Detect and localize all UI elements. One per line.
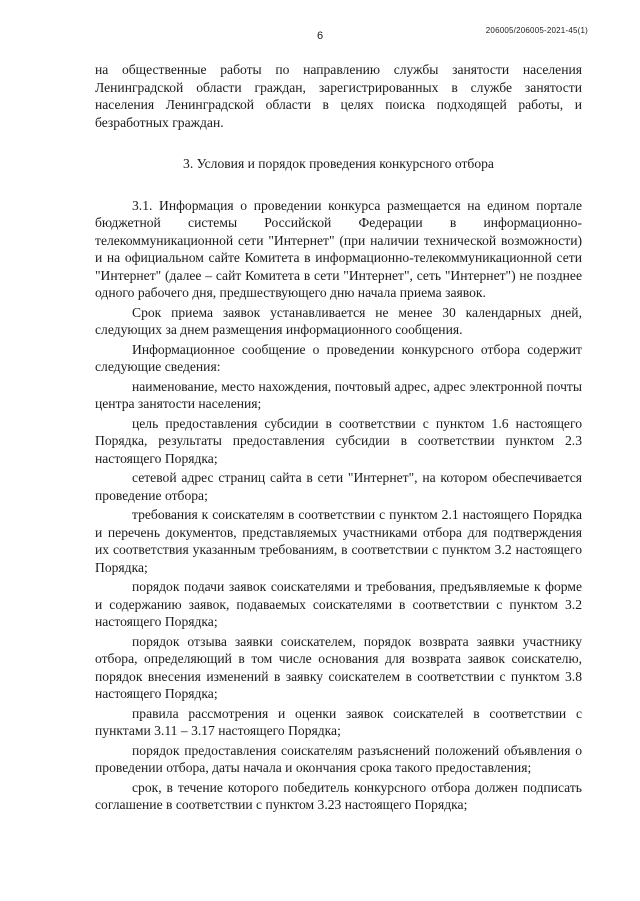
document-code: 206005/206005-2021-45(1) [485, 26, 588, 35]
list-item: наименование, место нахождения, почтовый адрес, адрес электронной почты центра занятости населения; [95, 378, 582, 411]
list-item: порядок подачи заявок соискателями и требования, предъявляемые к форме и содержанию заявок, подаваемых соискателями в соответствии с пунктом 3.2 настоящего Порядка; [95, 579, 582, 629]
paragraph: Информационное сообщение о проведении конкурсного отбора содержит следующие сведения: [95, 341, 582, 374]
section-heading: 3. Условия и порядок проведения конкурсного отбора [183, 156, 494, 171]
paragraph: Срок приема заявок устанавливается не менее 30 календарных дней, следующих за днем размещения информационного сообщения. [95, 304, 582, 337]
paragraph: 3.1. Информация о проведении конкурса размещается на едином портале бюджетной системы Российской Федерации в информационно-телекоммуникационной сети "Интернет" (при наличии технической возможности) и на официальном сайте Комитета в информационно-телекоммуникационной сети "Интернет" (далее – сайт Комитета в сети "Интернет", сеть "Интернет") не позднее одного рабочего дня, предшествующего дню начала приема заявок. [95, 197, 582, 300]
list-item: цель предоставления субсидии в соответствии с пунктом 1.6 настоящего Порядка, результаты предоставления субсидии в соответствии пунктом 2.3 настоящего Порядка; [95, 415, 582, 466]
list-item: правила рассмотрения и оценки заявок соискателей в соответствии с пунктами 3.11 – 3.17 настоящего Порядка; [95, 705, 582, 738]
page-number: 6 [316, 30, 324, 42]
document-body [95, 61, 582, 814]
list-item: сетевой адрес страниц сайта в сети "Интернет", на котором обеспечивается проведение отбора; [95, 470, 582, 503]
paragraph-continuation: на общественные работы по направлению службы занятости населения Ленинградской области граждан, зарегистрированных в службе занятости населения Ленинградской области в целях поиска подходящей работы, и безработных граждан. [95, 62, 582, 130]
list-item: срок, в течение которого победитель конкурсного отбора должен подписать соглашение в соответствии с пунктом 3.23 настоящего Порядка; [95, 779, 582, 812]
list-item: порядок отзыва заявки соискателем, порядок возврата заявки участнику отбора, определяющий в том числе основания для возврата заявок соискателю, порядок внесения изменений в заявку соискателем в соответствии с пунктом 3.8 настоящего Порядка; [95, 633, 582, 701]
list-item: порядок предоставления соискателям разъяснений положений объявления о проведении отбора, даты начала и окончания срока такого предоставления; [95, 742, 582, 775]
list-item: требования к соискателям в соответствии с пунктом 2.1 настоящего Порядка и перечень документов, представляемых участниками отбора для подтверждения их соответствия указанным требованиям, в соответствии с пунктом 3.2 настоящего Порядка; [95, 507, 582, 575]
